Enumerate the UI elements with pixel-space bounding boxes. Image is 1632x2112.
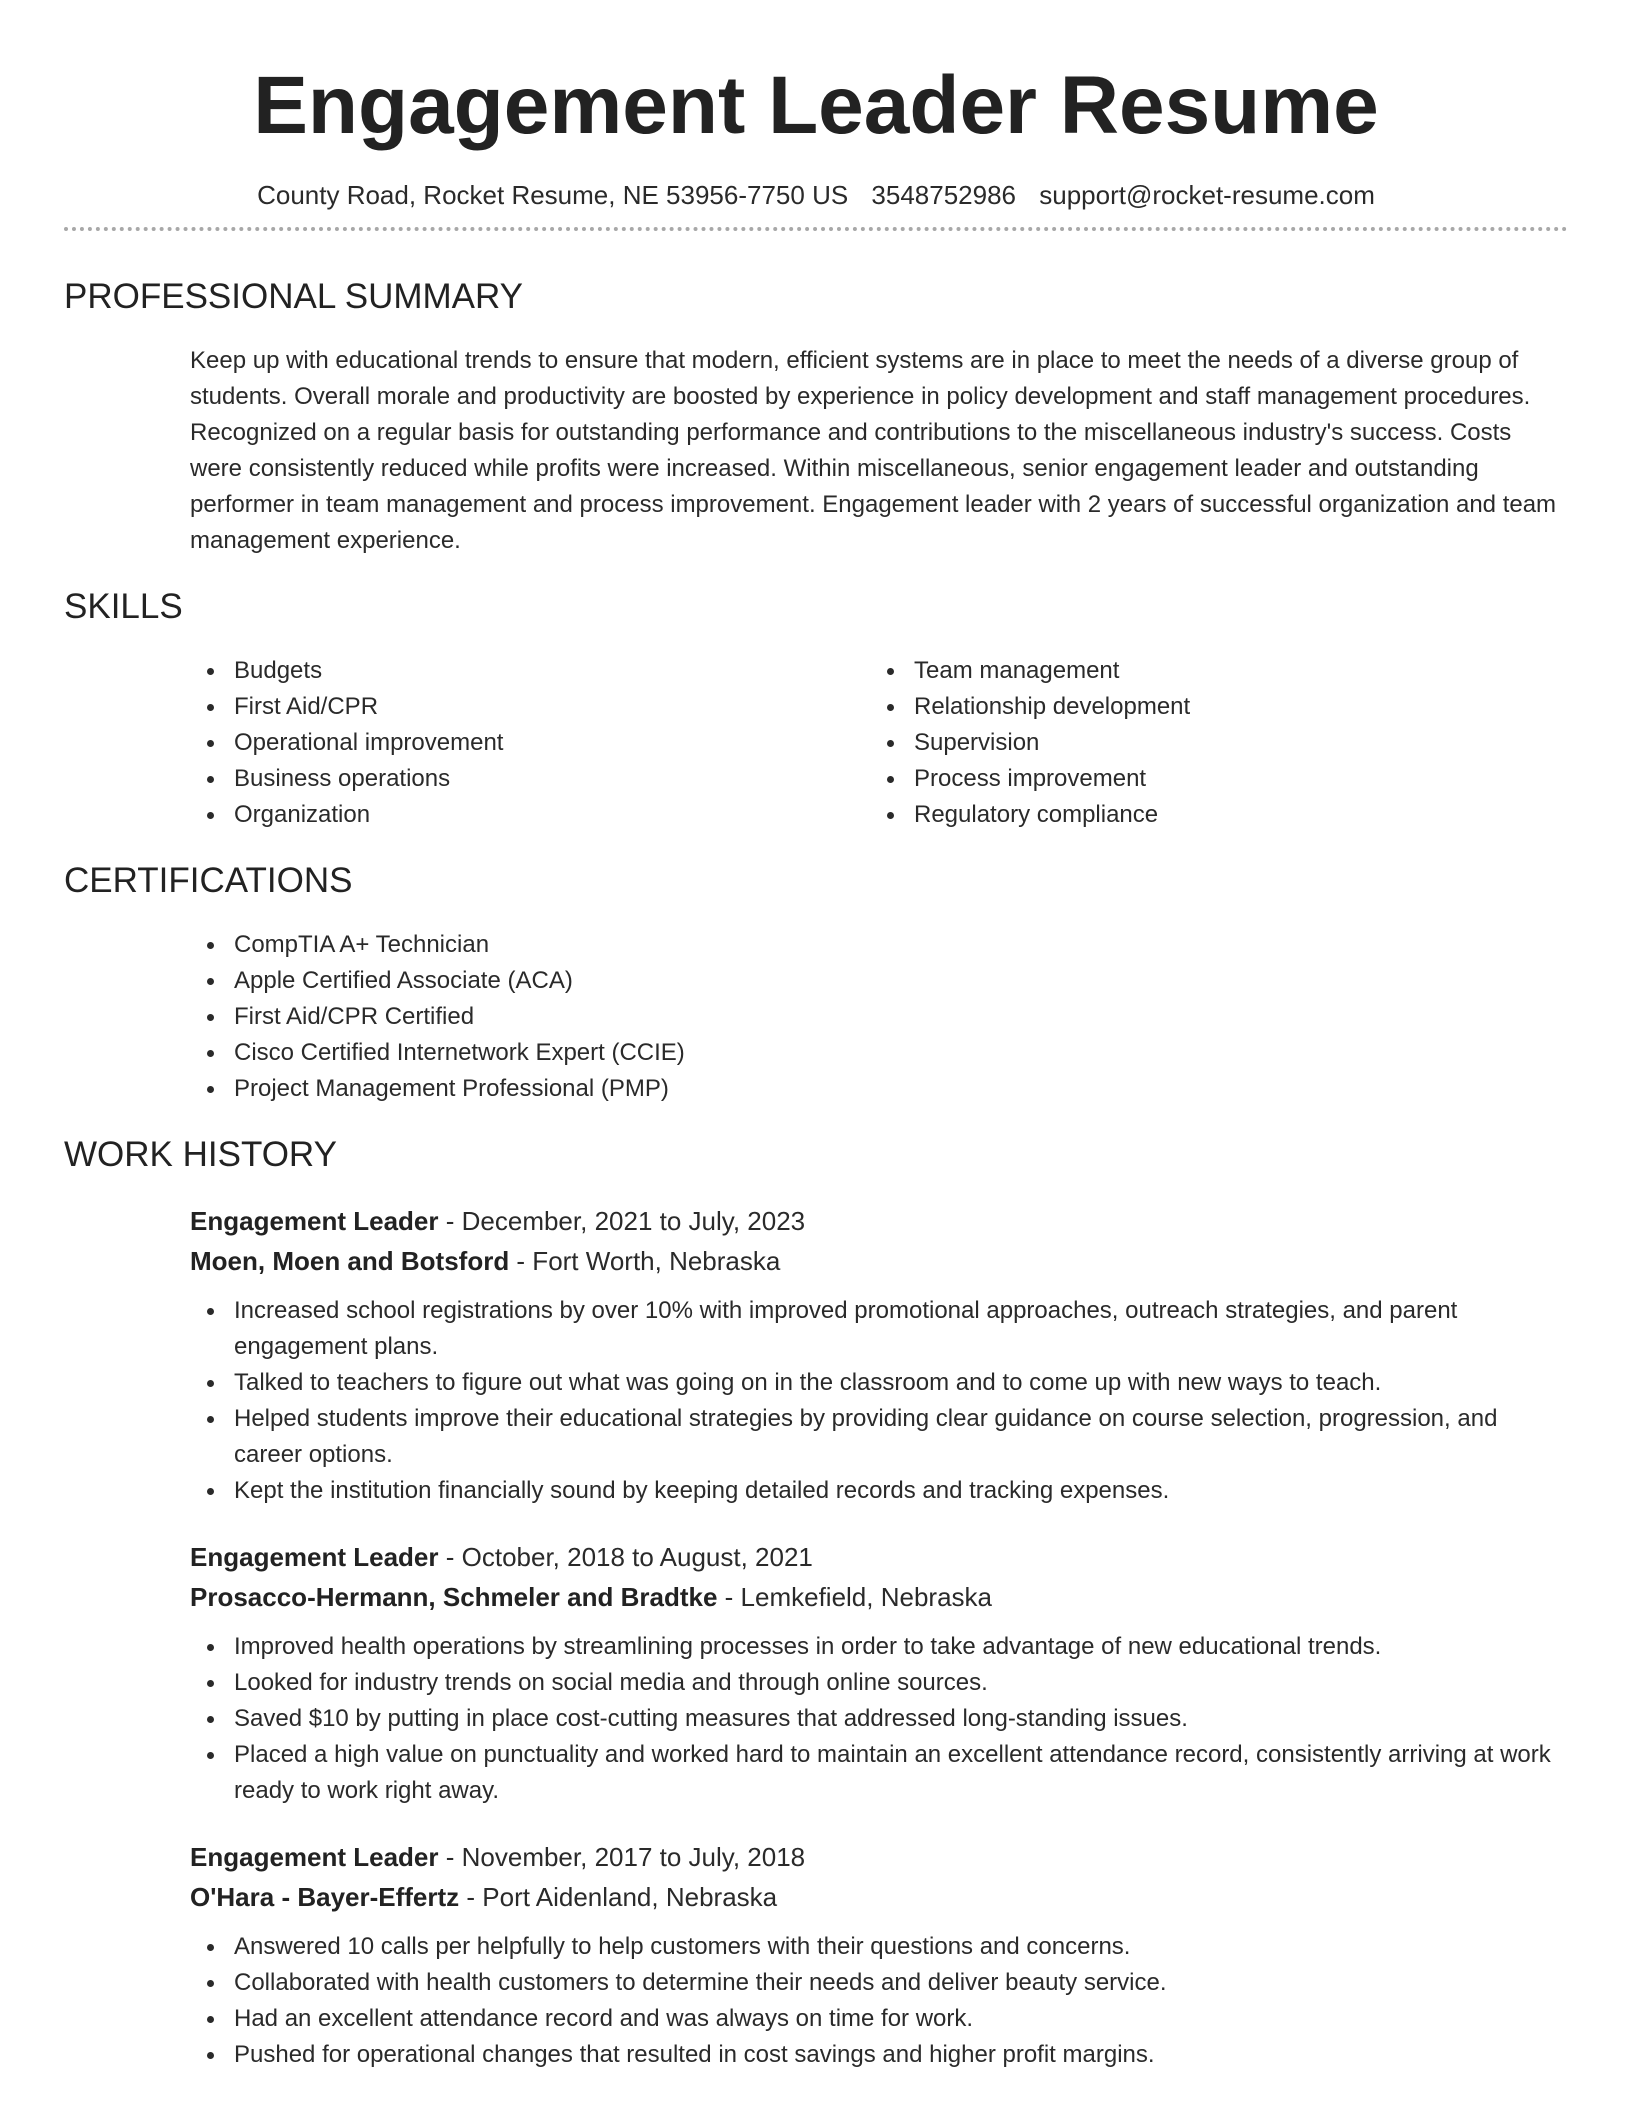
- job-title: Engagement Leader: [190, 1842, 439, 1872]
- job-company-line: [190, 1877, 1568, 1917]
- job-company: Moen, Moen and Botsford: [190, 1246, 510, 1276]
- job-location: - Port Aidenland, Nebraska: [459, 1882, 778, 1912]
- skill-item: Regulatory compliance: [870, 797, 1550, 833]
- professional-summary-section: [64, 275, 1568, 559]
- job-title: Engagement Leader: [190, 1206, 439, 1236]
- job-entry: [190, 1537, 1568, 1809]
- duty-item: Looked for industry trends on social media and through online sources.: [190, 1665, 1568, 1701]
- job-duties-list: [190, 1293, 1568, 1509]
- duty-item: Had an excellent attendance record and was always on time for work.: [190, 2001, 1568, 2037]
- summary-heading: PROFESSIONAL SUMMARY: [64, 277, 523, 316]
- contact-email: support@rocket-resume.com: [1039, 180, 1375, 210]
- skill-item: Organization: [190, 797, 870, 833]
- certifications-list: [190, 927, 1568, 1107]
- job-dates: - October, 2018 to August, 2021: [438, 1542, 813, 1572]
- job-company: O'Hara - Bayer-Effertz: [190, 1882, 460, 1912]
- duty-item: Kept the institution financially sound by keeping detailed records and tracking expenses.: [190, 1473, 1568, 1509]
- job-title-line: [190, 1537, 1568, 1577]
- job-title: Engagement Leader: [190, 1542, 439, 1572]
- certification-item: First Aid/CPR Certified: [190, 999, 1568, 1035]
- duty-item: Collaborated with health customers to determine their needs and deliver beauty service.: [190, 1965, 1568, 2001]
- certification-item: CompTIA A+ Technician: [190, 927, 1568, 963]
- job-company-line: [190, 1577, 1568, 1617]
- job-dates: - December, 2021 to July, 2023: [438, 1206, 806, 1236]
- contact-address: County Road, Rocket Resume, NE 53956-7750 US: [257, 180, 849, 210]
- duty-item: Answered 10 calls per helpfully to help customers with their questions and concerns.: [190, 1929, 1568, 1965]
- duty-item: Helped students improve their educational strategies by providing clear guidance on course selection, progression, and career options.: [190, 1401, 1568, 1473]
- duty-item: Placed a high value on punctuality and worked hard to maintain an excellent attendance record, consistently arriving at work ready to work right away.: [190, 1737, 1568, 1809]
- job-location: - Lemkefield, Nebraska: [717, 1582, 992, 1612]
- job-title-line: [190, 1201, 1568, 1241]
- job-entry: [190, 1837, 1568, 2073]
- skill-item: Operational improvement: [190, 725, 870, 761]
- work-history-heading: WORK HISTORY: [64, 1135, 337, 1174]
- summary-text: Keep up with educational trends to ensure that modern, efficient systems are in place to meet the needs of a diverse group of students. Overall morale and productivity are boosted by experience in policy development and staff management procedures. Recognized on a regular basis for outstanding performance and contributions to the miscellaneous industry's success. Costs were consistently reduced while profits were increased. Within miscellaneous, senior engagement leader and outstanding performer in team management and process improvement. Engagement leader with 2 years of successful organization and team management experience.: [190, 347, 1557, 554]
- job-company-line: [190, 1241, 1568, 1281]
- certification-item: Apple Certified Associate (ACA): [190, 963, 1568, 999]
- job-dates: - November, 2017 to July, 2018: [438, 1842, 806, 1872]
- duty-item: Pushed for operational changes that resulted in cost savings and higher profit margins.: [190, 2037, 1568, 2073]
- duty-item: Increased school registrations by over 10% with improved promotional approaches, outreach strategies, and parent engagement plans.: [190, 1293, 1568, 1365]
- skill-item: First Aid/CPR: [190, 689, 870, 725]
- job-location: - Fort Worth, Nebraska: [509, 1246, 781, 1276]
- contact-phone: 3548752986: [871, 180, 1017, 210]
- skill-item: Budgets: [190, 653, 870, 689]
- contact-line: [64, 178, 1568, 212]
- skill-item: Supervision: [870, 725, 1550, 761]
- skills-list-right: [870, 653, 1550, 833]
- skills-columns: [190, 653, 1568, 833]
- job-duties-list: [190, 1929, 1568, 2073]
- certification-item: Project Management Professional (PMP): [190, 1071, 1568, 1107]
- resume-title: Engagement Leader Resume: [253, 60, 1379, 151]
- duty-item: Talked to teachers to figure out what was going on in the classroom and to come up with new ways to teach.: [190, 1365, 1568, 1401]
- certifications-section: [64, 859, 1568, 1107]
- job-title-line: [190, 1837, 1568, 1877]
- duty-item: Improved health operations by streamlining processes in order to take advantage of new educational trends.: [190, 1629, 1568, 1665]
- certification-item: Cisco Certified Internetwork Expert (CCIE): [190, 1035, 1568, 1071]
- skill-item: Relationship development: [870, 689, 1550, 725]
- work-history-section: [64, 1133, 1568, 2073]
- skill-item: Process improvement: [870, 761, 1550, 797]
- job-company: Prosacco-Hermann, Schmeler and Bradtke: [190, 1582, 718, 1612]
- job-entry: [190, 1201, 1568, 1509]
- duty-item: Saved $10 by putting in place cost-cutting measures that addressed long-standing issues.: [190, 1701, 1568, 1737]
- resume-page: [64, 0, 1568, 2073]
- skills-section: [64, 585, 1568, 833]
- certifications-heading: CERTIFICATIONS: [64, 861, 353, 900]
- job-duties-list: [190, 1629, 1568, 1809]
- header-divider: [64, 227, 1568, 231]
- skill-item: Business operations: [190, 761, 870, 797]
- skills-list-left: [190, 653, 870, 833]
- skills-heading: SKILLS: [64, 587, 183, 626]
- skill-item: Team management: [870, 653, 1550, 689]
